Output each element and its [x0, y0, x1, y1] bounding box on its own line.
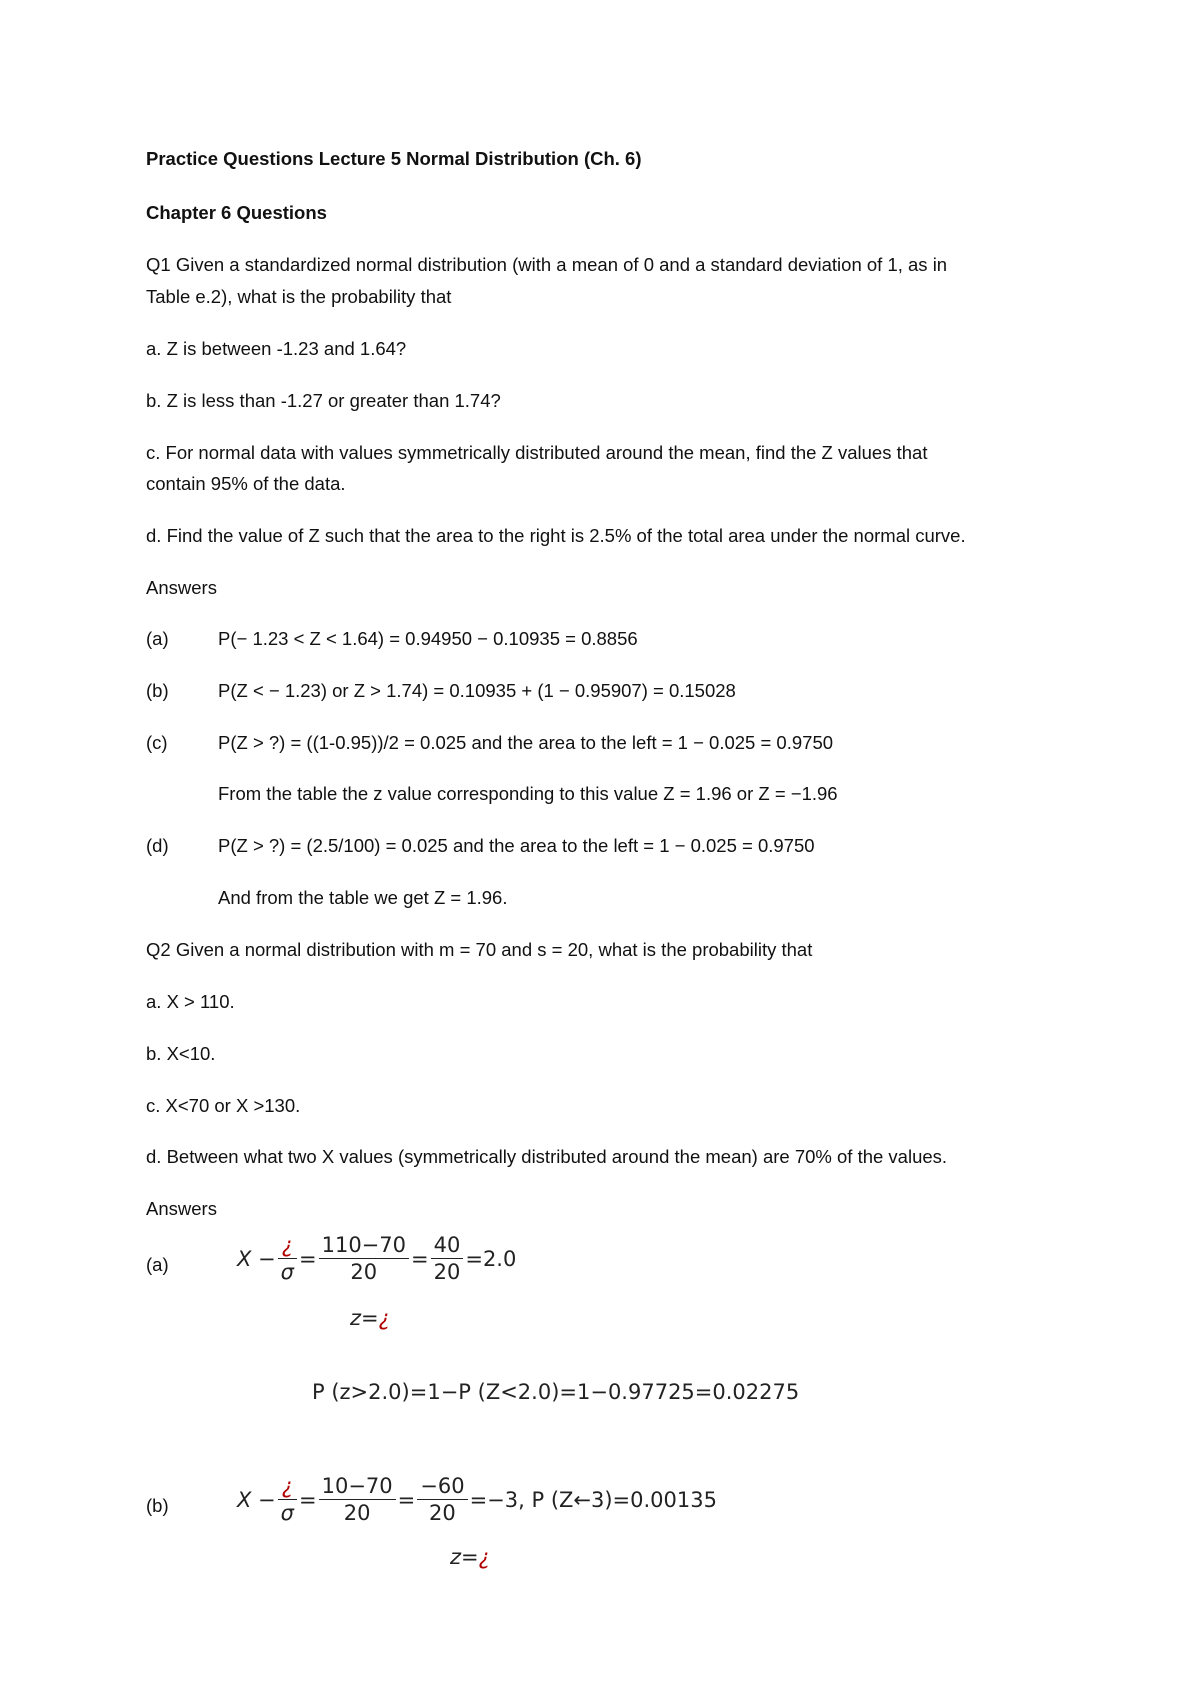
- q1-intro-line-1: Q1 Given a standardized normal distribution (with a mean of 0 and a standard deviation of 1, as in: [146, 254, 948, 275]
- q2-answers-heading: Answers: [146, 1198, 217, 1219]
- fraction: [417, 1473, 467, 1526]
- fraction-denominator: 20: [433, 1260, 461, 1284]
- q1-answers-heading: Answers: [146, 577, 217, 598]
- q2-answer-b-label: (b): [146, 1495, 169, 1516]
- equals-sign: =: [298, 1246, 317, 1271]
- q2-answer-a-z-line: [350, 1306, 390, 1330]
- q1-answer-label: (b): [146, 680, 169, 701]
- fraction-denominator: 20: [429, 1501, 456, 1525]
- q2-part-d: d. Between what two X values (symmetrically distributed around the mean) are 70% of the values.: [146, 1146, 948, 1167]
- fraction-numerator: 10−70: [319, 1473, 396, 1500]
- red-glyph: ¿: [478, 1545, 490, 1569]
- fraction-numerator: 40: [431, 1232, 464, 1259]
- fraction-denominator: 20: [343, 1501, 371, 1525]
- equals-sign: =: [411, 1246, 429, 1271]
- fraction-numerator: −60: [417, 1473, 467, 1500]
- q2-intro: Q2 Given a normal distribution with m = 70 and s = 20, what is the probability that: [146, 939, 813, 960]
- q1-answer-text: And from the table we get Z = 1.96.: [218, 887, 508, 908]
- fraction: [431, 1232, 464, 1285]
- q2-answer-a-equation: [236, 1232, 517, 1285]
- q1-part-a: a. Z is between -1.23 and 1.64?: [146, 338, 407, 359]
- q1-answer-text: From the table the z value corresponding to this value Z = 1.96 or Z = −1.96: [218, 783, 838, 804]
- fraction: [278, 1232, 297, 1285]
- q1-part-b: b. Z is less than -1.27 or greater than 1.74?: [146, 390, 501, 411]
- q2-part-c: c. X<70 or X >130.: [146, 1095, 301, 1116]
- q1-part-c-line-2: contain 95% of the data.: [146, 473, 346, 494]
- sigma-symbol: σ: [280, 1501, 294, 1525]
- q1-answer-text: P(Z > ?) = (2.5/100) = 0.025 and the area to the left = 1 − 0.025 = 0.9750: [218, 835, 815, 856]
- equals-sign: =: [397, 1487, 416, 1512]
- q1-intro-line-2: Table e.2), what is the probability that: [146, 286, 452, 307]
- fraction: [319, 1473, 396, 1526]
- q2-answer-a-label: (a): [146, 1254, 169, 1275]
- fraction: [319, 1232, 409, 1285]
- q2-answer-b-z-line: [450, 1545, 490, 1569]
- q2-part-b: b. X<10.: [146, 1043, 216, 1064]
- fraction: [278, 1473, 297, 1526]
- equals-sign: =: [298, 1487, 317, 1512]
- fraction-numerator: 110−70: [319, 1232, 409, 1259]
- red-glyph: ¿: [278, 1473, 297, 1500]
- red-glyph: ¿: [378, 1306, 390, 1330]
- red-glyph: ¿: [278, 1232, 297, 1259]
- q1-part-d: d. Find the value of Z such that the area to the right is 2.5% of the total area under the normal curve.: [146, 525, 966, 546]
- q1-answer-text: P(− 1.23 < Z < 1.64) = 0.94950 − 0.10935 = 0.8856: [218, 628, 638, 649]
- q1-answer-label: (a): [146, 628, 169, 649]
- q1-answer-text: P(Z > ?) = ((1-0.95))/2 = 0.025 and the area to the left = 1 − 0.025 = 0.9750: [218, 732, 834, 753]
- equation-result: =2.0: [465, 1246, 517, 1271]
- q1-part-c-line-1: c. For normal data with values symmetrically distributed around the mean, find the Z values that: [146, 442, 928, 463]
- chapter-heading: Chapter 6 Questions: [146, 202, 327, 223]
- z-equals: z=: [450, 1545, 479, 1569]
- fraction-denominator: 20: [350, 1260, 378, 1284]
- q1-answer-label: (c): [146, 732, 168, 753]
- z-equals: z=: [350, 1306, 379, 1330]
- q2-part-a: a. X > 110.: [146, 991, 235, 1012]
- q1-answer-text: P(Z < − 1.23) or Z > 1.74) = 0.10935 + (1 − 0.95907) = 0.15028: [218, 680, 736, 701]
- document-title: Practice Questions Lecture 5 Normal Distribution (Ch. 6): [146, 148, 642, 169]
- equation-lhs: X −: [237, 1487, 276, 1512]
- sigma-symbol: σ: [280, 1260, 294, 1284]
- equation-lhs: X −: [237, 1246, 276, 1271]
- equation-result: =−3, P (Z←3)=0.00135: [469, 1487, 717, 1512]
- q2-answer-b-equation: [236, 1473, 718, 1526]
- q2-answer-a-probability: P (z>2.0)=1−P (Z<2.0)=1−0.97725=0.02275: [312, 1380, 800, 1404]
- q1-answer-label: (d): [146, 835, 169, 856]
